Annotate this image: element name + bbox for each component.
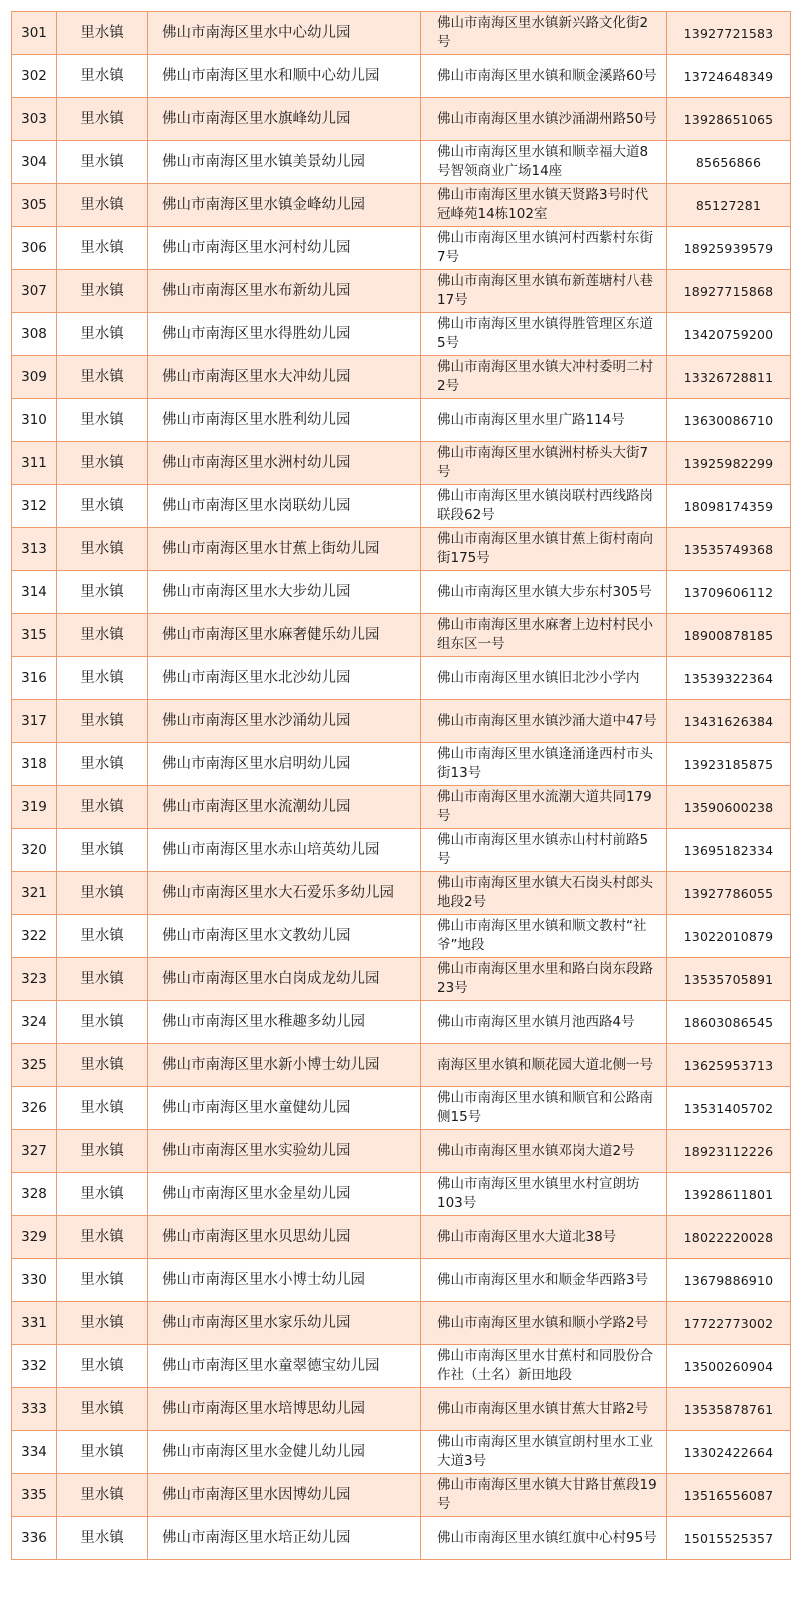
row-number: 328	[12, 1173, 57, 1216]
address-cell: 佛山市南海区里水镇布新莲塘村八巷17号	[421, 270, 667, 313]
phone-cell: 13724648349	[667, 55, 791, 98]
kindergarten-name: 佛山市南海区里水洲村幼儿园	[148, 442, 421, 485]
table-row	[12, 399, 791, 442]
kindergarten-name: 佛山市南海区里水金星幼儿园	[148, 1173, 421, 1216]
table-row	[12, 1345, 791, 1388]
row-number: 317	[12, 700, 57, 743]
phone-cell: 18603086545	[667, 1001, 791, 1044]
row-number: 333	[12, 1388, 57, 1431]
row-number: 311	[12, 442, 57, 485]
row-number: 320	[12, 829, 57, 872]
town-cell: 里水镇	[57, 313, 148, 356]
phone-cell: 85656866	[667, 141, 791, 184]
row-number: 322	[12, 915, 57, 958]
kindergarten-name: 佛山市南海区里水实验幼儿园	[148, 1130, 421, 1173]
row-number: 306	[12, 227, 57, 270]
phone-cell: 13679886910	[667, 1259, 791, 1302]
phone-cell: 13928651065	[667, 98, 791, 141]
table-row	[12, 1044, 791, 1087]
address-cell: 佛山市南海区里水镇新兴路文化街2号	[421, 12, 667, 55]
kindergarten-name: 佛山市南海区里水童翠德宝幼儿园	[148, 1345, 421, 1388]
kindergarten-name: 佛山市南海区里水大冲幼儿园	[148, 356, 421, 399]
address-cell: 佛山市南海区里水镇大冲村委明二村2号	[421, 356, 667, 399]
town-cell: 里水镇	[57, 571, 148, 614]
row-number: 334	[12, 1431, 57, 1474]
row-number: 318	[12, 743, 57, 786]
town-cell: 里水镇	[57, 786, 148, 829]
town-cell: 里水镇	[57, 1345, 148, 1388]
phone-cell: 17722773002	[667, 1302, 791, 1345]
table-row	[12, 1173, 791, 1216]
town-cell: 里水镇	[57, 1259, 148, 1302]
table-row	[12, 227, 791, 270]
row-number: 331	[12, 1302, 57, 1345]
town-cell: 里水镇	[57, 227, 148, 270]
town-cell: 里水镇	[57, 1388, 148, 1431]
row-number: 314	[12, 571, 57, 614]
phone-cell: 13923185875	[667, 743, 791, 786]
address-cell: 佛山市南海区里水大道北38号	[421, 1216, 667, 1259]
row-number: 326	[12, 1087, 57, 1130]
town-cell: 里水镇	[57, 829, 148, 872]
row-number: 321	[12, 872, 57, 915]
kindergarten-name: 佛山市南海区里水流潮幼儿园	[148, 786, 421, 829]
row-number: 304	[12, 141, 57, 184]
kindergarten-name: 佛山市南海区里水贝思幼儿园	[148, 1216, 421, 1259]
address-cell: 佛山市南海区里水镇河村西紫村东街7号	[421, 227, 667, 270]
address-cell: 佛山市南海区里水镇和顺官和公路南侧15号	[421, 1087, 667, 1130]
address-cell: 佛山市南海区里水镇得胜管理区东道5号	[421, 313, 667, 356]
phone-cell: 18900878185	[667, 614, 791, 657]
address-cell: 佛山市南海区里水镇洲村桥头大街7号	[421, 442, 667, 485]
row-number: 307	[12, 270, 57, 313]
kindergarten-name: 佛山市南海区里水中心幼儿园	[148, 12, 421, 55]
kindergarten-name: 佛山市南海区里水稚趣多幼儿园	[148, 1001, 421, 1044]
address-cell: 佛山市南海区里水麻奢上边村村民小组东区一号	[421, 614, 667, 657]
table-row	[12, 915, 791, 958]
table-row	[12, 442, 791, 485]
town-cell: 里水镇	[57, 184, 148, 227]
kindergarten-name: 佛山市南海区里水胜利幼儿园	[148, 399, 421, 442]
table-row	[12, 485, 791, 528]
town-cell: 里水镇	[57, 399, 148, 442]
row-number: 309	[12, 356, 57, 399]
address-cell: 佛山市南海区里水镇宣朗村里水工业大道3号	[421, 1431, 667, 1474]
address-cell: 佛山市南海区里水和顺金华西路3号	[421, 1259, 667, 1302]
phone-cell: 13709606112	[667, 571, 791, 614]
table-row	[12, 313, 791, 356]
phone-cell: 18098174359	[667, 485, 791, 528]
row-number: 312	[12, 485, 57, 528]
row-number: 323	[12, 958, 57, 1001]
town-cell: 里水镇	[57, 614, 148, 657]
table-row	[12, 98, 791, 141]
kindergarten-name: 佛山市南海区里水新小博士幼儿园	[148, 1044, 421, 1087]
phone-cell: 13927721583	[667, 12, 791, 55]
kindergarten-name: 佛山市南海区里水得胜幼儿园	[148, 313, 421, 356]
kindergarten-name: 佛山市南海区里水岗联幼儿园	[148, 485, 421, 528]
phone-cell: 18923112226	[667, 1130, 791, 1173]
table-row	[12, 270, 791, 313]
table-row	[12, 1517, 791, 1560]
phone-cell: 13927786055	[667, 872, 791, 915]
row-number: 313	[12, 528, 57, 571]
kindergarten-name: 佛山市南海区里水布新幼儿园	[148, 270, 421, 313]
kindergarten-name: 佛山市南海区里水甘蕉上街幼儿园	[148, 528, 421, 571]
address-cell: 佛山市南海区里水镇大步东村305号	[421, 571, 667, 614]
phone-cell: 13535705891	[667, 958, 791, 1001]
address-cell: 佛山市南海区里水镇大甘路甘蕉段19号	[421, 1474, 667, 1517]
address-cell: 佛山市南海区里水镇月池西路4号	[421, 1001, 667, 1044]
kindergarten-name: 佛山市南海区里水文教幼儿园	[148, 915, 421, 958]
town-cell: 里水镇	[57, 442, 148, 485]
table-row	[12, 958, 791, 1001]
address-cell: 佛山市南海区里水镇红旗中心村95号	[421, 1517, 667, 1560]
town-cell: 里水镇	[57, 657, 148, 700]
row-number: 327	[12, 1130, 57, 1173]
town-cell: 里水镇	[57, 1474, 148, 1517]
phone-cell: 85127281	[667, 184, 791, 227]
town-cell: 里水镇	[57, 485, 148, 528]
phone-cell: 13630086710	[667, 399, 791, 442]
table-row	[12, 528, 791, 571]
town-cell: 里水镇	[57, 872, 148, 915]
table-row	[12, 12, 791, 55]
address-cell: 佛山市南海区里水镇沙涌湖州路50号	[421, 98, 667, 141]
row-number: 329	[12, 1216, 57, 1259]
table-row	[12, 872, 791, 915]
town-cell: 里水镇	[57, 55, 148, 98]
address-cell: 佛山市南海区里水镇甘蕉上街村南向街175号	[421, 528, 667, 571]
phone-cell: 15015525357	[667, 1517, 791, 1560]
phone-cell: 18925939579	[667, 227, 791, 270]
address-cell: 佛山市南海区里水镇邓岗大道2号	[421, 1130, 667, 1173]
address-cell: 佛山市南海区里水镇大石岗头村郎头地段2号	[421, 872, 667, 915]
address-cell: 佛山市南海区里水流潮大道共同179号	[421, 786, 667, 829]
address-cell: 佛山市南海区里水镇赤山村村前路5号	[421, 829, 667, 872]
row-number: 301	[12, 12, 57, 55]
row-number: 305	[12, 184, 57, 227]
kindergarten-name: 佛山市南海区里水家乐幼儿园	[148, 1302, 421, 1345]
address-cell: 南海区里水镇和顺花园大道北侧一号	[421, 1044, 667, 1087]
table-row	[12, 1388, 791, 1431]
phone-cell: 13535878761	[667, 1388, 791, 1431]
town-cell: 里水镇	[57, 528, 148, 571]
address-cell: 佛山市南海区里水镇天贤路3号时代冠峰苑14栋102室	[421, 184, 667, 227]
town-cell: 里水镇	[57, 141, 148, 184]
kindergarten-name: 佛山市南海区里水麻奢健乐幼儿园	[148, 614, 421, 657]
row-number: 324	[12, 1001, 57, 1044]
kindergarten-name: 佛山市南海区里水河村幼儿园	[148, 227, 421, 270]
phone-cell: 13539322364	[667, 657, 791, 700]
phone-cell: 13516556087	[667, 1474, 791, 1517]
row-number: 330	[12, 1259, 57, 1302]
row-number: 302	[12, 55, 57, 98]
table-row	[12, 1130, 791, 1173]
address-cell: 佛山市南海区里水镇和顺文教村“社爷”地段	[421, 915, 667, 958]
town-cell: 里水镇	[57, 743, 148, 786]
phone-cell: 13928611801	[667, 1173, 791, 1216]
table-row	[12, 55, 791, 98]
row-number: 315	[12, 614, 57, 657]
kindergarten-name: 佛山市南海区里水大步幼儿园	[148, 571, 421, 614]
town-cell: 里水镇	[57, 1173, 148, 1216]
phone-cell: 13431626384	[667, 700, 791, 743]
table-row	[12, 1474, 791, 1517]
address-cell: 佛山市南海区里水镇和顺幸福大道8号智领商业广场14座	[421, 141, 667, 184]
phone-cell: 13420759200	[667, 313, 791, 356]
kindergarten-directory	[11, 11, 790, 1560]
phone-cell: 13590600238	[667, 786, 791, 829]
row-number: 316	[12, 657, 57, 700]
table-row	[12, 1302, 791, 1345]
address-cell: 佛山市南海区里水镇甘蕉大甘路2号	[421, 1388, 667, 1431]
table-row	[12, 614, 791, 657]
town-cell: 里水镇	[57, 1431, 148, 1474]
address-cell: 佛山市南海区里水里和路白岗东段路23号	[421, 958, 667, 1001]
town-cell: 里水镇	[57, 1517, 148, 1560]
phone-cell: 13925982299	[667, 442, 791, 485]
address-cell: 佛山市南海区里水里广路114号	[421, 399, 667, 442]
kindergarten-name: 佛山市南海区里水金健儿幼儿园	[148, 1431, 421, 1474]
address-cell: 佛山市南海区里水镇岗联村西线路岗联段62号	[421, 485, 667, 528]
table-row	[12, 1216, 791, 1259]
row-number: 325	[12, 1044, 57, 1087]
address-cell: 佛山市南海区里水镇逢涌逢西村市头街13号	[421, 743, 667, 786]
address-cell: 佛山市南海区里水镇里水村宣朗坊103号	[421, 1173, 667, 1216]
table-row	[12, 141, 791, 184]
phone-cell: 13695182334	[667, 829, 791, 872]
kindergarten-name: 佛山市南海区里水北沙幼儿园	[148, 657, 421, 700]
row-number: 332	[12, 1345, 57, 1388]
phone-cell: 13625953713	[667, 1044, 791, 1087]
table-row	[12, 700, 791, 743]
table-row	[12, 1001, 791, 1044]
table-row	[12, 571, 791, 614]
town-cell: 里水镇	[57, 915, 148, 958]
town-cell: 里水镇	[57, 1216, 148, 1259]
table-row	[12, 743, 791, 786]
town-cell: 里水镇	[57, 1044, 148, 1087]
town-cell: 里水镇	[57, 98, 148, 141]
row-number: 310	[12, 399, 57, 442]
town-cell: 里水镇	[57, 270, 148, 313]
kindergarten-table	[11, 11, 791, 1560]
phone-cell: 13022010879	[667, 915, 791, 958]
kindergarten-name: 佛山市南海区里水白岗成龙幼儿园	[148, 958, 421, 1001]
kindergarten-name: 佛山市南海区里水童健幼儿园	[148, 1087, 421, 1130]
table-row	[12, 356, 791, 399]
table-row	[12, 657, 791, 700]
town-cell: 里水镇	[57, 1087, 148, 1130]
kindergarten-name: 佛山市南海区里水镇美景幼儿园	[148, 141, 421, 184]
kindergarten-name: 佛山市南海区里水镇金峰幼儿园	[148, 184, 421, 227]
address-cell: 佛山市南海区里水甘蕉村和同股份合作社（土名）新田地段	[421, 1345, 667, 1388]
kindergarten-name: 佛山市南海区里水大石爱乐多幼儿园	[148, 872, 421, 915]
table-body	[12, 12, 791, 1560]
town-cell: 里水镇	[57, 12, 148, 55]
town-cell: 里水镇	[57, 1130, 148, 1173]
town-cell: 里水镇	[57, 700, 148, 743]
kindergarten-name: 佛山市南海区里水赤山培英幼儿园	[148, 829, 421, 872]
phone-cell: 13500260904	[667, 1345, 791, 1388]
phone-cell: 13326728811	[667, 356, 791, 399]
table-row	[12, 829, 791, 872]
town-cell: 里水镇	[57, 958, 148, 1001]
row-number: 303	[12, 98, 57, 141]
kindergarten-name: 佛山市南海区里水培博思幼儿园	[148, 1388, 421, 1431]
town-cell: 里水镇	[57, 356, 148, 399]
table-row	[12, 1259, 791, 1302]
table-row	[12, 184, 791, 227]
row-number: 308	[12, 313, 57, 356]
address-cell: 佛山市南海区里水镇沙涌大道中47号	[421, 700, 667, 743]
address-cell: 佛山市南海区里水镇和顺金溪路60号	[421, 55, 667, 98]
phone-cell: 13535749368	[667, 528, 791, 571]
row-number: 335	[12, 1474, 57, 1517]
address-cell: 佛山市南海区里水镇和顺小学路2号	[421, 1302, 667, 1345]
kindergarten-name: 佛山市南海区里水沙涌幼儿园	[148, 700, 421, 743]
kindergarten-name: 佛山市南海区里水小博士幼儿园	[148, 1259, 421, 1302]
address-cell: 佛山市南海区里水镇旧北沙小学内	[421, 657, 667, 700]
kindergarten-name: 佛山市南海区里水培正幼儿园	[148, 1517, 421, 1560]
town-cell: 里水镇	[57, 1001, 148, 1044]
phone-cell: 18022220028	[667, 1216, 791, 1259]
table-row	[12, 786, 791, 829]
kindergarten-name: 佛山市南海区里水旗峰幼儿园	[148, 98, 421, 141]
town-cell: 里水镇	[57, 1302, 148, 1345]
kindergarten-name: 佛山市南海区里水和顺中心幼儿园	[148, 55, 421, 98]
table-row	[12, 1431, 791, 1474]
phone-cell: 13302422664	[667, 1431, 791, 1474]
row-number: 336	[12, 1517, 57, 1560]
row-number: 319	[12, 786, 57, 829]
kindergarten-name: 佛山市南海区里水启明幼儿园	[148, 743, 421, 786]
table-row	[12, 1087, 791, 1130]
kindergarten-name: 佛山市南海区里水因博幼儿园	[148, 1474, 421, 1517]
phone-cell: 18927715868	[667, 270, 791, 313]
phone-cell: 13531405702	[667, 1087, 791, 1130]
